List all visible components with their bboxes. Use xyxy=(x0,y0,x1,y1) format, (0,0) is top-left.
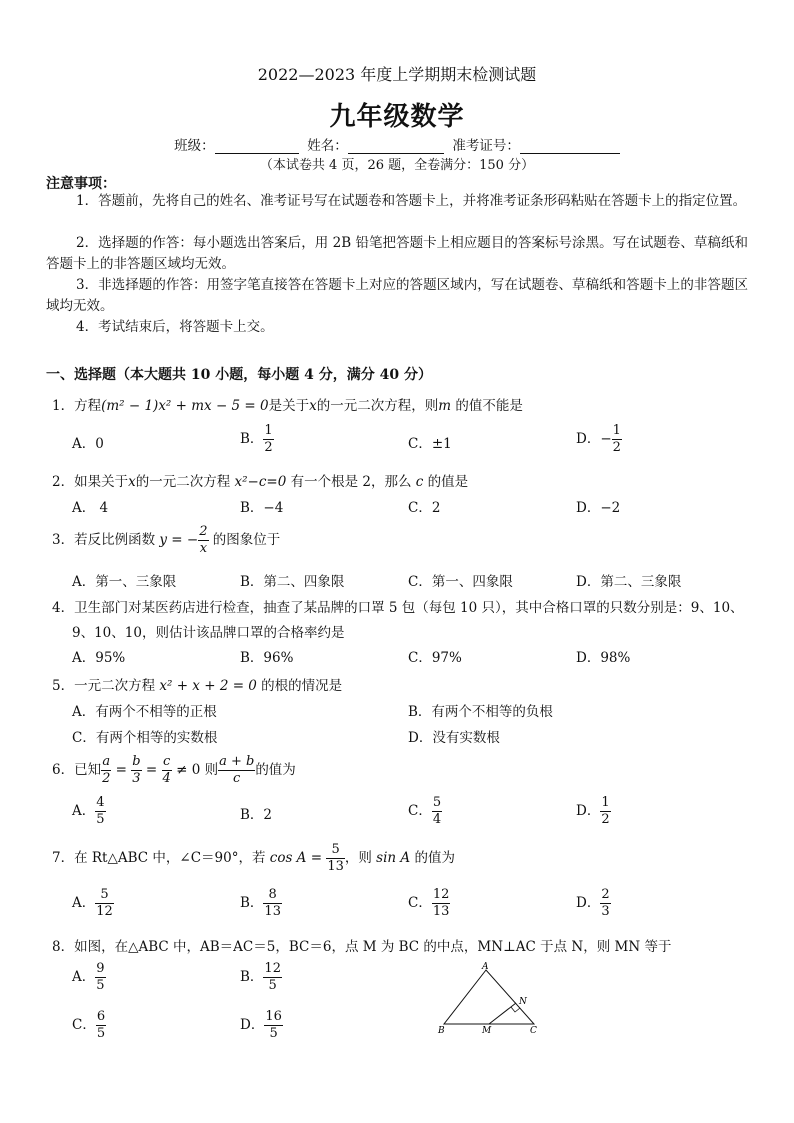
q3-option-a[interactable]: A．第一、三象限 xyxy=(72,574,177,590)
label-m: M xyxy=(482,1026,492,1036)
q5-equation: x² + x + 2 = 0 xyxy=(159,678,257,694)
q3-option-c[interactable]: C．第一、四象限 xyxy=(408,574,513,590)
q7-b-den: 13 xyxy=(264,904,281,919)
name-label: 姓名： xyxy=(307,138,348,154)
section-title: 一、选择题（本大题共 10 小题，每小题 4 分，满分 40 分） xyxy=(46,367,432,383)
q5-option-d[interactable]: D．没有实数根 xyxy=(408,730,500,746)
q6-c-den: 4 xyxy=(432,812,442,827)
q4-option-c[interactable]: C．97% xyxy=(408,650,462,666)
q7-a-den: 12 xyxy=(96,904,113,919)
segment-mn xyxy=(489,1003,516,1024)
q1-d-den: 2 xyxy=(612,440,621,455)
q5-option-a[interactable]: A．有两个不相等的正根 xyxy=(72,704,217,720)
q6-f1-num: a xyxy=(102,754,111,769)
q3-text-post: 的图象位于 xyxy=(208,532,281,548)
notice-item-4: 4．考试结束后，将答题卡上交。 xyxy=(76,319,274,335)
q6-c-num: 5 xyxy=(432,795,442,810)
class-label: 班级： xyxy=(174,138,215,154)
q1-d-num: 1 xyxy=(612,423,621,438)
q6-f1-den: 2 xyxy=(102,771,111,786)
q1-b-label: B． xyxy=(240,431,264,447)
q6-text-post: 的值为 xyxy=(255,762,296,778)
q1-var: x xyxy=(309,398,317,414)
q7-number: 7． xyxy=(52,850,75,866)
q6-eq1: = xyxy=(111,762,132,778)
q1-number: 1． xyxy=(52,398,75,414)
q7-fraction xyxy=(326,842,345,875)
label-b: B xyxy=(438,1026,445,1036)
q1-option-a[interactable]: A．0 xyxy=(72,436,104,452)
student-info-line xyxy=(0,134,794,154)
q7-a-label: A． xyxy=(72,895,96,911)
class-blank[interactable] xyxy=(215,139,299,154)
question-6 xyxy=(52,754,296,787)
q1-option-b[interactable] xyxy=(240,423,274,456)
q1-equation: (m² − 1)x² + mx − 5 = 0 xyxy=(101,398,269,414)
question-1 xyxy=(52,394,523,414)
q2-equation: x²−c=0 xyxy=(234,474,287,490)
q8-option-c[interactable] xyxy=(72,1009,106,1042)
exam-note: （本试卷共 4 页，26 题，全卷满分：150 分） xyxy=(259,158,535,173)
q6-eq2: = xyxy=(141,762,162,778)
q6-c-label: C． xyxy=(408,803,432,819)
q8-c-num: 6 xyxy=(96,1009,106,1024)
q7-c-den: 13 xyxy=(432,904,450,919)
q8-text: 如图，在△ABC 中，AB＝AC＝5，BC＝6，点 M 为 BC 的中点，MN⊥AC 于点 N，则 MN 等于 xyxy=(74,939,672,955)
q6-d-fraction xyxy=(600,795,610,828)
q2-number: 2． xyxy=(52,474,75,490)
question-8 xyxy=(52,935,671,955)
q1-option-c[interactable]: C．±1 xyxy=(408,436,452,452)
q8-b-fraction xyxy=(263,961,282,994)
q7-text-end: 的值为 xyxy=(410,850,455,866)
q8-d-num: 16 xyxy=(265,1009,282,1024)
q7-b-label: B． xyxy=(240,895,264,911)
q1-text-end: 的值不能是 xyxy=(451,398,523,414)
q7-d-label: D． xyxy=(576,895,601,911)
q3-frac-num: 2 xyxy=(199,524,208,539)
q1-d-label: D．− xyxy=(576,431,612,447)
q5-number: 5． xyxy=(52,678,75,694)
q7-option-d[interactable] xyxy=(576,887,611,920)
q4-line-1: 卫生部门对某医药店进行检查，抽查了某品牌的口罩 5 包（每包 10 只），其中合格口罩的只数分别是：9、10、 xyxy=(74,600,744,616)
q8-d-label: D． xyxy=(240,1017,265,1033)
question-4 xyxy=(52,596,744,616)
q3-number: 3． xyxy=(52,532,75,548)
q8-a-num: 9 xyxy=(96,961,105,976)
right-angle-mark xyxy=(511,1007,520,1012)
q3-option-d[interactable]: D．第二、三象限 xyxy=(576,574,682,590)
q8-a-den: 5 xyxy=(96,978,105,993)
q4-option-b[interactable]: B．96% xyxy=(240,650,294,666)
q5-text-pre: 一元二次方程 xyxy=(74,678,160,694)
q8-b-num: 12 xyxy=(264,961,281,976)
q6-text-mid: 则 xyxy=(204,762,219,778)
q6-a-label: A． xyxy=(72,803,96,819)
q6-frac-sum xyxy=(218,754,255,787)
q6-f2-num: b xyxy=(132,754,141,769)
q6-option-d[interactable] xyxy=(576,795,611,828)
q6-a-fraction xyxy=(95,795,105,828)
q6-f3-den: 4 xyxy=(162,771,171,786)
q4-number: 4． xyxy=(52,600,75,616)
q6-option-a[interactable] xyxy=(72,795,106,828)
exam-no-blank[interactable] xyxy=(520,139,620,154)
subject-title: 九年级数学 xyxy=(329,102,465,132)
triangle-figure xyxy=(432,960,547,1036)
q8-c-label: C． xyxy=(72,1017,96,1033)
q6-frac-a xyxy=(101,754,111,787)
q3-lhs: y = − xyxy=(159,532,199,548)
q3-option-b[interactable]: B．第二、四象限 xyxy=(240,574,345,590)
q8-c-den: 5 xyxy=(96,1026,106,1041)
q1-text-post: 的一元二次方程，则 xyxy=(316,398,439,414)
question-5 xyxy=(52,674,342,694)
q1-b-fraction xyxy=(263,423,273,456)
label-n: N xyxy=(519,997,527,1007)
q2-option-c[interactable]: C．2 xyxy=(408,500,441,516)
q6-text-pre: 已知 xyxy=(74,762,102,778)
q4-option-d[interactable]: D．98% xyxy=(576,650,631,666)
q6-number: 6． xyxy=(52,762,75,778)
notice-heading: 注意事项： xyxy=(46,176,116,192)
q2-text-post: 有一个根是 2，那么 xyxy=(286,474,416,490)
notice-item-1: 1．答题前，先将自己的姓名、准考证号写在试题卷和答题卡上，并将准考证条形码粘贴在答题卡上的指定位置。 xyxy=(76,193,747,209)
q6-ne: ≠ 0 xyxy=(171,762,205,778)
q6-f3-num: c xyxy=(163,754,171,769)
q8-option-a[interactable] xyxy=(72,961,106,994)
q6-frac-c xyxy=(162,754,172,787)
q7-text-post: ，则 xyxy=(344,850,377,866)
q6-d-den: 2 xyxy=(601,812,610,827)
label-c: C xyxy=(530,1026,537,1036)
q7-cos: cos A = xyxy=(269,850,327,866)
q6-f4-num: a + b xyxy=(219,754,255,769)
q7-option-b[interactable] xyxy=(240,887,282,920)
q8-d-den: 5 xyxy=(269,1026,278,1041)
q6-c-fraction xyxy=(432,795,442,828)
q1-d-fraction xyxy=(612,423,622,456)
notice-item-2: 2．选择题的作答：每小题选出答案后，用 2B 铅笔把答题卡上相应题目的答案标号涂黑。写在试题卷、草稿纸和答题卡上的非答题区域均无效。 xyxy=(46,235,748,272)
q6-a-num: 4 xyxy=(96,795,105,810)
q8-c-fraction xyxy=(96,1009,106,1042)
label-a: A xyxy=(482,962,489,972)
q7-a-fraction xyxy=(95,887,114,920)
q1-b-den: 2 xyxy=(264,440,273,455)
question-3 xyxy=(52,524,280,557)
q6-d-label: D． xyxy=(576,803,601,819)
q6-f4-den: c xyxy=(233,771,241,786)
q8-number: 8． xyxy=(52,939,75,955)
q3-frac-den: x xyxy=(199,541,208,556)
q5-text-post: 的根的情况是 xyxy=(256,678,343,694)
q4-line-2: 9、10、10，则估计该品牌口罩的合格率约是 xyxy=(72,625,345,641)
q6-a-den: 5 xyxy=(96,812,105,827)
q7-frac-den: 13 xyxy=(327,859,344,874)
q6-option-b[interactable]: B．2 xyxy=(240,807,273,823)
q6-frac-b xyxy=(131,754,141,787)
q8-d-fraction xyxy=(264,1009,283,1042)
q1-text-mid: 是关于 xyxy=(268,398,310,414)
q7-sin: sin A xyxy=(376,850,411,866)
q1-b-num: 1 xyxy=(264,423,273,438)
q6-d-num: 1 xyxy=(601,795,610,810)
q6-f2-den: 3 xyxy=(132,771,141,786)
q3-text-pre: 若反比例函数 xyxy=(74,532,160,548)
q7-b-num: 8 xyxy=(263,887,282,904)
q4-option-a[interactable]: A．95% xyxy=(72,650,126,666)
q7-frac-num: 5 xyxy=(326,842,345,859)
q8-a-label: A． xyxy=(72,969,96,985)
q7-b-fraction xyxy=(263,887,282,920)
q7-option-c[interactable] xyxy=(408,887,450,920)
q8-option-d[interactable] xyxy=(240,1009,283,1042)
notice-item-3: 3．非选择题的作答：用签字笔直接答在答题卡上对应的答题区域内，写在试题卷、草稿纸和答题卡上的非答题区域均无效。 xyxy=(46,277,748,314)
q3-fraction xyxy=(198,524,208,557)
exam-title: 2022—2023 年度上学期期末检测试题 xyxy=(257,65,537,84)
q7-option-a[interactable] xyxy=(72,887,114,920)
q2-var: x xyxy=(128,474,136,490)
q6-option-c[interactable] xyxy=(408,795,442,828)
q7-c-label: C． xyxy=(408,895,432,911)
q1-option-d[interactable] xyxy=(576,423,622,456)
q1-var2: m xyxy=(438,398,452,414)
q7-a-num: 5 xyxy=(95,887,114,904)
q2-text-mid: 的一元二次方程 xyxy=(135,474,235,490)
q8-a-fraction xyxy=(95,961,105,994)
q7-d-fraction xyxy=(600,887,610,920)
q8-option-b[interactable] xyxy=(240,961,282,994)
q7-text-pre: 在 Rt△ABC 中，∠C＝90°，若 xyxy=(74,850,270,866)
q7-c-num: 12 xyxy=(432,887,450,902)
q7-d-den: 3 xyxy=(601,904,610,919)
q2-option-b[interactable]: B．−4 xyxy=(240,500,284,516)
q7-d-num: 2 xyxy=(601,887,610,902)
q8-b-label: B． xyxy=(240,969,264,985)
exam-no-label: 准考证号： xyxy=(452,138,520,154)
q2-option-d[interactable]: D．−2 xyxy=(576,500,621,516)
q2-text-pre: 如果关于 xyxy=(74,474,129,490)
question-7 xyxy=(52,842,455,875)
q5-option-c[interactable]: C．有两个相等的实数根 xyxy=(72,730,218,746)
name-blank[interactable] xyxy=(348,139,444,154)
q2-option-a[interactable]: A． 4 xyxy=(72,500,109,516)
q2-text-end: 的值是 xyxy=(423,474,469,490)
question-2 xyxy=(52,470,468,490)
q7-c-fraction xyxy=(432,887,451,920)
q8-b-den: 5 xyxy=(268,978,277,993)
q5-option-b[interactable]: B．有两个不相等的负根 xyxy=(408,704,553,720)
q1-text-pre: 方程 xyxy=(74,398,102,414)
q2-var2: c xyxy=(415,474,424,490)
